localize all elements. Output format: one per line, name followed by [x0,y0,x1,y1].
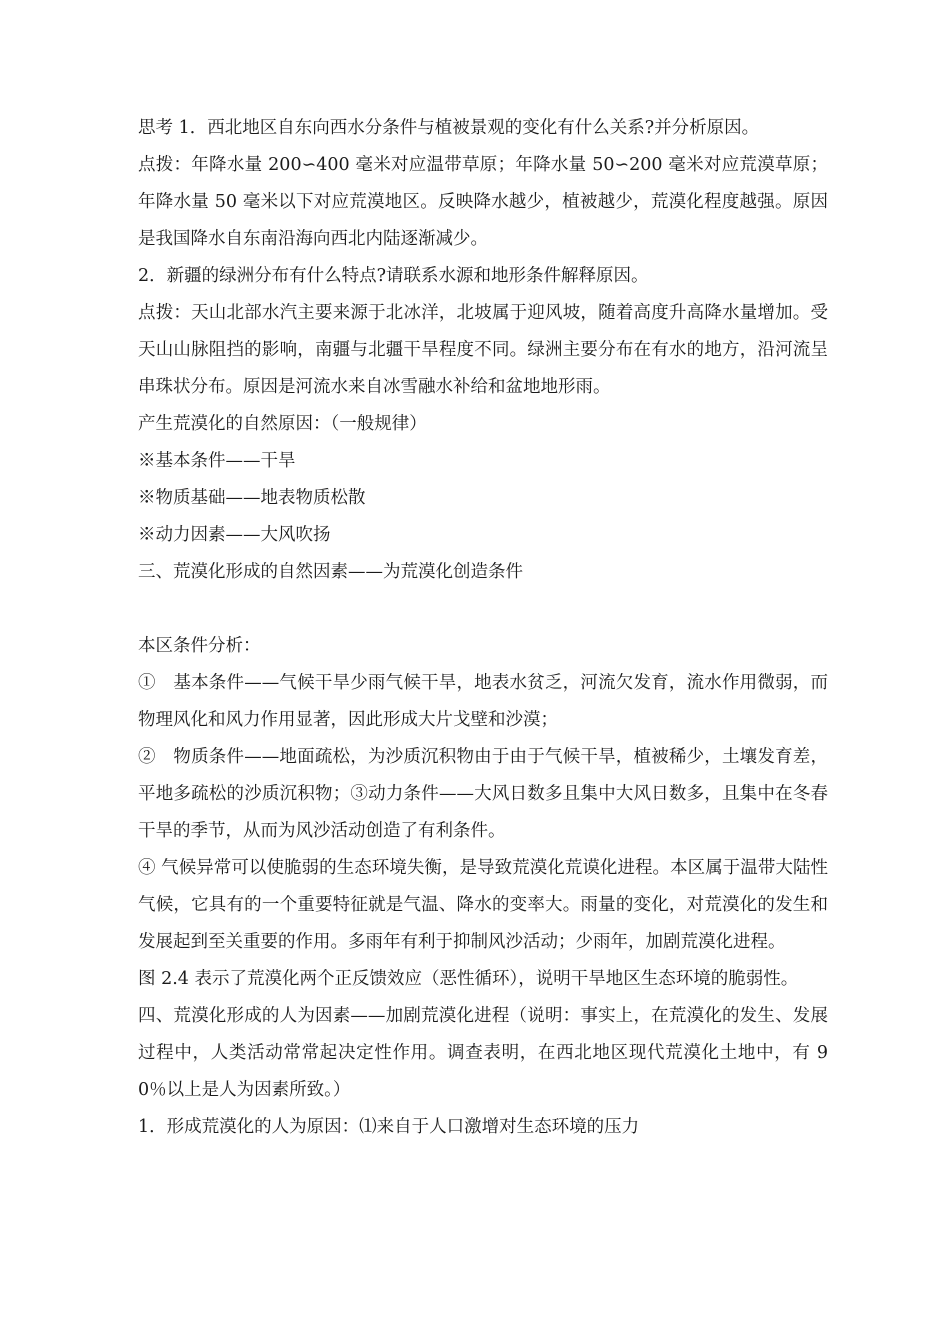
section-4-heading: 四、荒漠化形成的人为因素——加剧荒漠化进程（说明：事实上，在荒漠化的发生、发展过程中，人类活动常常起决定性作用。调查表明，在西北地区现代荒漠化土地中，有 90％以上是人为因素所致。） [138,1006,828,1100]
question-2: 2．新疆的绿洲分布有什么特点?请联系水源和地形条件解释原因。 [138,266,649,286]
blank-line [138,591,828,628]
analysis-item-1: ① 基本条件——气候干旱少雨气候干旱，地表水贫乏，河流欠发育，流水作用微弱，而物理风化和风力作用显著，因此形成大片戈壁和沙漠； [138,673,828,730]
analysis-item-4: ④ 气候异常可以使脆弱的生态环境失衡，是导致荒漠化荒谟化进程。本区属于温带大陆性气候，它具有的一个重要特征就是气温、降水的变率大。雨量的变化，对荒漠化的发生和发展起到至关重要的作用。多雨年有利于抑制风沙活动；少雨年，加剧荒漠化进程。 [138,858,828,952]
natural-cause-material: ※物质基础——地表物质松散 [138,488,366,508]
natural-cause-dynamic: ※动力因素——大风吹扬 [138,525,331,545]
document-body [138,110,828,1146]
answer-hint-2: 点拨：天山北部水汽主要来源于北冰洋，北坡属于迎风坡，随着高度升高降水量增加。受天山山脉阻挡的影响，南疆与北疆干旱程度不同。绿洲主要分布在有水的地方，沿河流呈串珠状分布。原因是河流水来自冰雪融水补给和盆地地形雨。 [138,303,828,397]
analysis-item-2-3: ② 物质条件——地面疏松，为沙质沉积物由于由于气候干旱，植被稀少，土壤发育差，平地多疏松的沙质沉积物；③动力条件——大风日数多且集中大风日数多，且集中在冬春干旱的季节，从而为风沙活动创造了有利条件。 [138,747,828,841]
question-1: 思考 1．西北地区自东向西水分条件与植被景观的变化有什么关系?并分析原因。 [138,118,760,138]
natural-causes-heading: 产生荒漠化的自然原因：（一般规律） [138,414,427,434]
region-analysis-heading: 本区条件分析： [138,636,261,656]
section-3-heading: 三、荒漠化形成的自然因素——为荒漠化创造条件 [138,562,523,582]
answer-hint-1: 点拨：年降水量 200∽400 毫米对应温带草原；年降水量 50∽200 毫米对应荒漠草原；年降水量 50 毫米以下对应荒漠地区。反映降水越少，植被越少，荒漠化程度越强。原因是我国降水自东南沿海向西北内陆逐渐减少。 [138,155,828,249]
figure-reference: 图 2.4 表示了荒漠化两个正反馈效应（恶性循环），说明干旱地区生态环境的脆弱性。 [138,969,799,989]
natural-cause-basic: ※基本条件——干旱 [138,451,296,471]
human-causes-item-1: 1．形成荒漠化的人为原因：⑴来自于人口激增对生态环境的压力 [138,1117,640,1137]
